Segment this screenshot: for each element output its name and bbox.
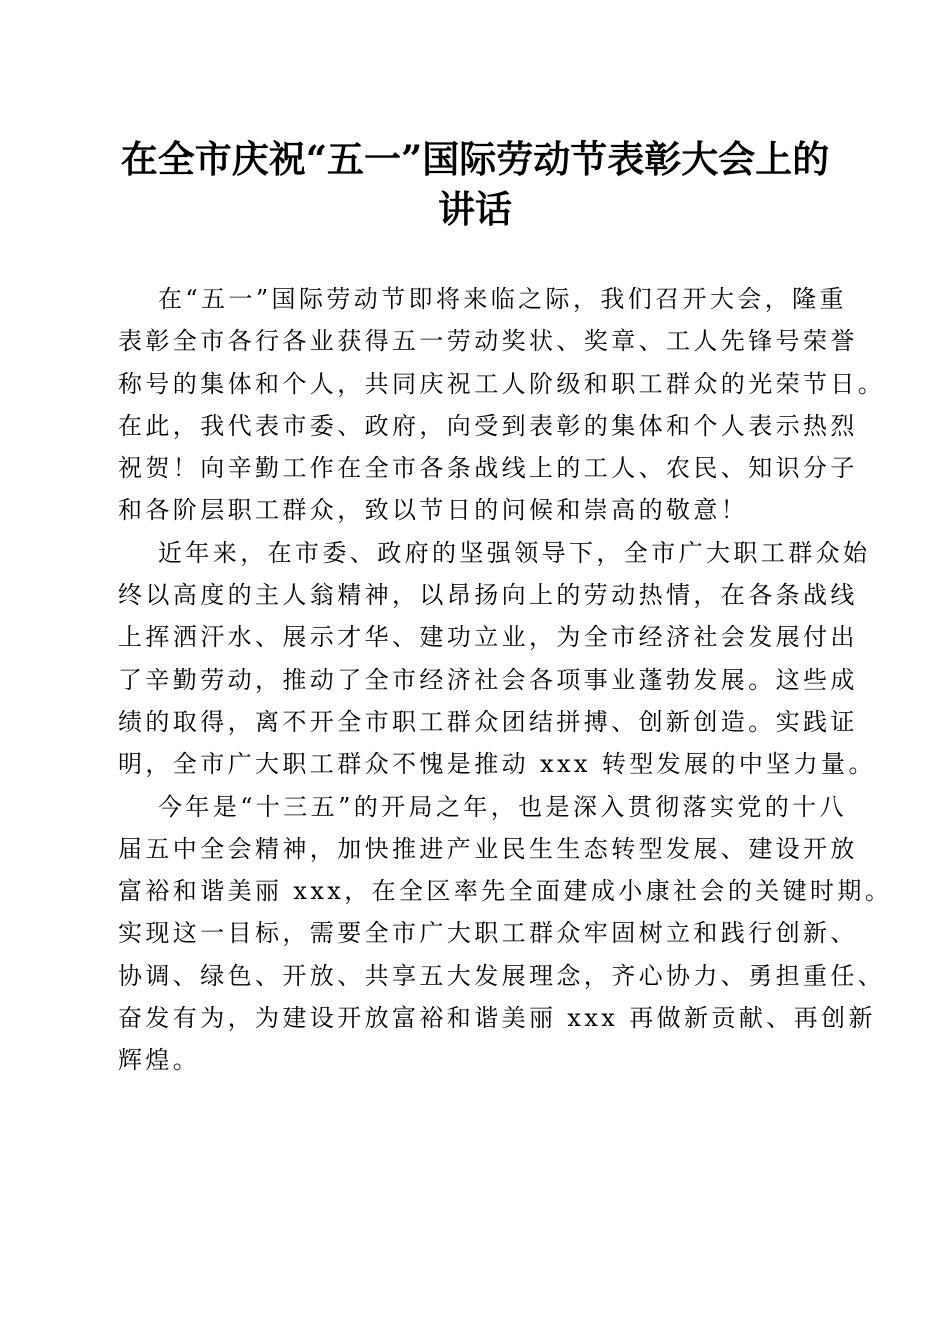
- paragraph-line: 奋发有为，为建设开放富裕和谐美丽 xxx 再做新贡献、再创新: [118, 1004, 876, 1033]
- paragraph-line: 辉煌。: [118, 1046, 201, 1075]
- paragraph-line: 和各阶层职工群众，致以节日的问候和崇高的敬意！: [118, 496, 749, 525]
- paragraph-line: 富裕和谐美丽 xxx，在全区率先全面建成小康社会的关键时期。: [118, 877, 893, 906]
- paragraph-line: 在此，我代表市委、政府，向受到表彰的集体和个人表示热烈: [118, 411, 858, 440]
- paragraph-2: [118, 532, 876, 786]
- title-line-1: 在全市庆祝“五一”国际劳动节表彰大会上的: [120, 137, 830, 181]
- paragraph-line: 上挥洒汗水、展示才华、建功立业，为全市经济社会发展付出: [118, 623, 858, 652]
- paragraph-line: 明，全市广大职工群众不愧是推动 xxx 转型发展的中坚力量。: [118, 750, 876, 779]
- paragraph-line: 终以高度的主人翁精神，以昂扬向上的劳动热情，在各条战线: [118, 581, 858, 610]
- paragraph-line: 今年是“十三五”的开局之年，也是深入贯彻落实党的十八: [158, 792, 847, 821]
- paragraph-1: [118, 278, 886, 532]
- paragraph-3: [118, 786, 893, 1082]
- document-title: [90, 134, 860, 234]
- paragraph-line: 绩的取得，离不开全市职工群众团结拼搏、创新创造。实践证: [118, 707, 858, 736]
- paragraph-line: 称号的集体和个人，共同庆祝工人阶级和职工群众的光荣节日。: [118, 369, 886, 398]
- paragraph-line: 祝贺！向辛勤工作在全市各条战线上的工人、农民、知识分子: [118, 454, 858, 483]
- paragraph-line: 实现这一目标，需要全市广大职工群众牢固树立和践行创新、: [118, 919, 858, 948]
- title-line-2: 讲话: [438, 187, 512, 231]
- paragraph-line: 近年来，在市委、政府的坚强领导下，全市广大职工群众始: [158, 538, 871, 567]
- paragraph-line: 了辛勤劳动，推动了全市经济社会各项事业蓬勃发展。这些成: [118, 665, 858, 694]
- paragraph-line: 协调、绿色、开放、共享五大发展理念，齐心协力、勇担重任、: [118, 961, 886, 990]
- paragraph-line: 届五中全会精神，加快推进产业民生生态转型发展、建设开放: [118, 834, 858, 863]
- paragraph-line: 在“五一”国际劳动节即将来临之际，我们召开大会，隆重: [158, 285, 847, 313]
- document-body: [118, 278, 893, 1082]
- paragraph-line: 表彰全市各行各业获得五一劳动奖状、奖章、工人先锋号荣誉: [118, 327, 858, 356]
